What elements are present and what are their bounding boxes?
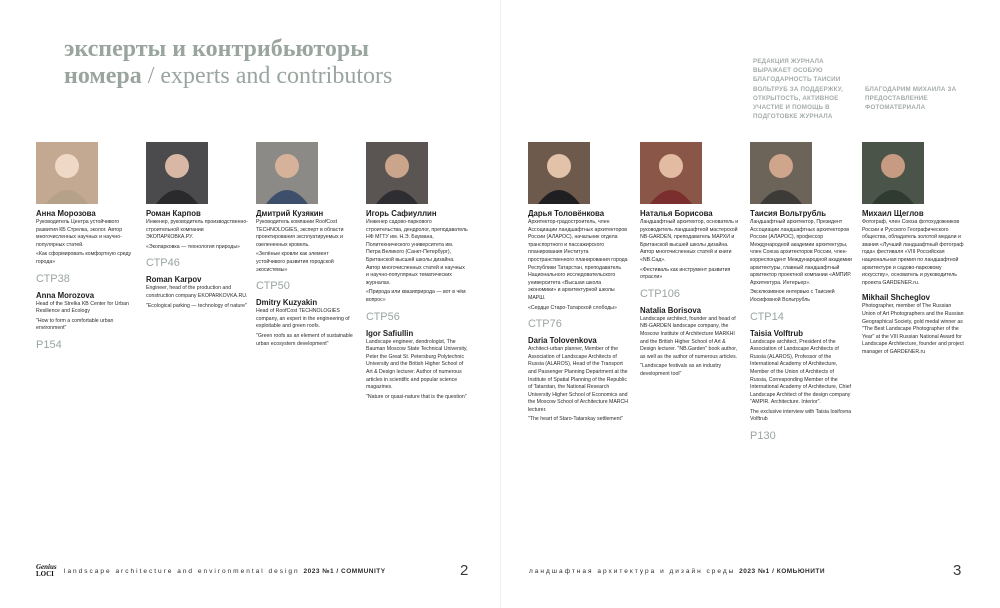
portrait-photo xyxy=(366,142,428,204)
description-en: Landscape architect, founder and head of NB-GARDEN landscape company, the Moscow Institute of Architecture MARKHI and the British Higher School of Art & Design lecturer. "NB.Garden" book author, as well as the author of numerous articles. xyxy=(640,315,738,360)
name-en: Anna Morozova xyxy=(36,290,95,300)
title-ru-line1: эксперты и контрибьюторы xyxy=(64,36,369,62)
contributor-roman-karpov xyxy=(146,142,248,310)
name-en: Daria Tolovenkova xyxy=(528,336,597,346)
contributor-dmitry-kuzyakin xyxy=(256,142,358,348)
article-title-en: "The heart of Staro-Tatarskay settlement" xyxy=(528,416,623,423)
title-separator: / xyxy=(141,63,161,89)
article-title-en: "Green roofs as an element of sustainable urban ecosystem development" xyxy=(256,332,353,347)
description-en: Landscape architect, President of the Association of Landscape Architects of Russia (ALAROS), Professor of the International Academy of Architecture, Member of the Union of Architects of Russia, Corresponding Member of the International Academy of Architecture, Chief Landscape Architect of the design company "AMPIR. Architecture. Interior". xyxy=(750,338,851,406)
footer-right-section: КОМЬЮНИТИ xyxy=(776,568,826,575)
description-en: Head of RoofCost TECHNOLOGIES company, an expert in the engineering of exploitable and green roofs. xyxy=(256,308,350,330)
description-ru: Инженер садово-паркового строительства, дендролог, преподаватель НФ МГТУ им. Н.Э. Баумана, Политехнического университета им. Петра Великого (Санкт-Петербург), Британской высшей школы дизайна. Автор многочисленных статей и научных и научно-популярных тематических журналах. xyxy=(366,219,468,286)
description-en: Head of the Strelka KB Center for Urban Resilience and Ecology xyxy=(36,300,129,315)
page-number-right: 3 xyxy=(953,562,962,579)
name-ru: Таисия Вольтрубль xyxy=(750,209,826,218)
page-ref-ru: СТР76 xyxy=(528,318,562,331)
logo-line-1: Genius xyxy=(36,563,57,571)
description-ru: Руководитель Центра устойчивого развития КБ Стрелка, эколог. Автор многочисленных научных и научно-популярных статей. xyxy=(36,219,123,248)
name-ru: Михаил Щеглов xyxy=(862,209,924,218)
description-en: Engineer, head of the production and construction company EKOPARKOVKA.RU. xyxy=(146,285,248,299)
page-ref-ru: СТР14 xyxy=(750,310,784,323)
name-en: Taisia Volftrub xyxy=(750,328,803,338)
page-ref-en: P130 xyxy=(750,430,776,443)
article-title-en: "How to form a comfortable urban environment" xyxy=(36,317,114,332)
description-ru: Фотограф, член Союза фотохудожников России и Русского Географического общества, обладатель золотой медали и звания «Лучший ландшафтный фотограф года» фестиваля «VIII Российская национальная премия по ландшафтной архитектуре и садово-парковому искусству», основатель и руководитель проекта GARDENER.ru. xyxy=(862,219,964,286)
page-title xyxy=(64,36,484,90)
name-ru: Дарья Толовёнкова xyxy=(528,209,605,218)
article-title-ru: «Зелёные кровли как элемент устойчивого развития городской экосистемы» xyxy=(256,251,334,273)
footer-left-text: landscape architecture and environmental design xyxy=(64,568,300,575)
article-title-en: "Ecological parking — technology of nature" xyxy=(146,302,247,309)
contributor-mikhail-shcheglov xyxy=(862,142,964,357)
description-en: Architect-urban planner, Member of the Association of Landscape Architects of Russia (ALAROS), Head of the Transport and Passenger Planning Department at the Institute of Spatial Planning of the Republic of Tatarstan, the National Research University Higher School of Economics and the Moscow School of Architecture MARCH lecturer. xyxy=(528,346,629,413)
portrait-photo xyxy=(862,142,924,204)
article-title-ru: «Экопарковка — технология природы» xyxy=(146,243,240,250)
page-ref-ru: СТР106 xyxy=(640,287,680,300)
article-title-ru: «Фестиваль как инструмент развития отрасли» xyxy=(640,266,731,281)
name-en: Dmitry Kuzyakin xyxy=(256,298,318,308)
portrait-photo xyxy=(750,142,812,204)
portrait-photo xyxy=(528,142,590,204)
thanks-photo-note: БЛАГОДАРИМ МИХАИЛА ЗА ПРЕДОСТАВЛЕНИЕ ФОТОМАТЕРИАЛА xyxy=(865,86,957,112)
name-ru: Анна Морозова xyxy=(36,209,96,218)
name-en: Igor Safiullin xyxy=(366,328,414,338)
page-ref-ru: СТР38 xyxy=(36,272,70,285)
article-title-ru: «Природа или квазиприрода — вот в чём вопрос» xyxy=(366,289,466,303)
page-ref-en: P154 xyxy=(36,338,62,351)
description-ru: Архитектор-градостроитель, член Ассоциации ландшафтных архитекторов России (АЛАРОС), начальник отдела транспортного и пассажирского планирования Института пространственного планирования города Республики Татарстан, преподаватель Национального исследовательского университета «Высшая школа экономики» и архитектурной школы МАРШ. xyxy=(528,219,628,301)
name-ru: Наталья Борисова xyxy=(640,209,713,218)
name-ru: Дмитрий Кузякин xyxy=(256,209,324,218)
contributor-daria-tolovenkova xyxy=(528,142,630,424)
footer-left-issue: 2023 №1 xyxy=(303,568,335,575)
title-en: experts and contributors xyxy=(160,63,393,89)
description-en: Photographer, member of The Russian Union of Art Photographers and the Russian Geographical Society, gold medal winner as "The Best Landscape Photographer of the Year" at the VIII Russian National Award for Landscape Architecture, founder and project manager of GARDENER.ru xyxy=(862,303,964,355)
title-ru-line2: номера xyxy=(64,63,142,89)
genius-loci-logo xyxy=(36,564,57,578)
article-title-ru: Эксклюзивное интервью с Таисией Иосифовной Вольтрубль xyxy=(750,289,835,303)
contributor-igor-safiullin xyxy=(366,142,468,401)
contributor-anna-morozova xyxy=(36,142,138,351)
article-title-en: "Landscape festivals as an industry development tool" xyxy=(640,363,722,377)
page-ref-ru: СТР56 xyxy=(366,310,400,323)
name-en: Mikhail Shcheglov xyxy=(862,293,931,303)
name-ru: Игорь Сафиуллин xyxy=(366,209,437,218)
page-ref-ru: СТР46 xyxy=(146,257,180,270)
footer-right-issue: 2023 №1 xyxy=(739,568,770,575)
article-title-en: The exclusive interview with Taisia Iosifovna Volftrub xyxy=(750,408,852,423)
article-title-en: "Nature or quasi-nature that is the question" xyxy=(366,393,467,400)
description-ru: Инженер, руководитель производственно-строительной компании ЭКОПАРКОВКА.РУ. xyxy=(146,219,248,241)
article-title-ru: «Как сформировать комфортную среду города» xyxy=(36,251,132,265)
page-number-left: 2 xyxy=(460,562,469,579)
footer-right-separator: / xyxy=(769,568,777,575)
footer-right-text: ландшафтная архитектура и дизайн среды xyxy=(529,568,736,575)
page-ref-ru: СТР50 xyxy=(256,280,290,293)
name-en: Natalia Borisova xyxy=(640,305,702,315)
description-ru: Руководитель компании RoofCost TECHNOLOGIES, эксперт в области проектирования эксплуатируемых и озелененных кровель. xyxy=(256,219,344,248)
portrait-photo xyxy=(256,142,318,204)
description-ru: Ландшафтный архитектор, Президент Ассоциации ландшафтных архитекторов России (АЛАРОС), профессор Международной академии архитектуры, член Союза архитекторов России, член-корреспондент Международной академии архитектуры, главный ландшафтный архитектор проектной компании «АМПИР. Архитектура. Интерьер». xyxy=(750,219,852,286)
contributor-natalia-borisova xyxy=(640,142,742,379)
article-title-ru: «Сердце Старо-Татарской слободы» xyxy=(528,304,617,311)
description-en: Landscape engineer, dendrologist, The Bauman Moscow State Technical University, Peter the Great St. Petersburg Polytechnic University and the British Higher School of Art & Design lecturer. Author of numerous articles in scientific and popular science magazines. xyxy=(366,338,468,391)
contributor-taisia-volftrub xyxy=(750,142,852,442)
portrait-photo xyxy=(36,142,98,204)
footer-left-section: COMMUNITY xyxy=(341,568,386,575)
footer-left xyxy=(64,568,386,575)
footer-right xyxy=(529,568,825,575)
logo-line-2: LOCI xyxy=(36,570,54,578)
name-en: Roman Karpov xyxy=(146,275,202,285)
portrait-photo xyxy=(640,142,702,204)
thanks-editorial-note: РЕДАКЦИЯ ЖУРНАЛА ВЫРАЖАЕТ ОСОБУЮ БЛАГОДАРНОСТЬ ТАИСИИ ВОЛЬТРУБ ЗА ПОДДЕРЖКУ, ОТКРЫТОСТЬ, АКТИВНОЕ УЧАСТИЕ И ПОМОЩЬ В ПОДГОТОВКЕ ЖУРНАЛА xyxy=(753,58,843,121)
footer-left-separator: / xyxy=(334,568,342,575)
description-ru: Ландшафтный архитектор, основатель и руководитель ландшафтной мастерской NB-GARDEN, преподаватель МАРХИ и Британской высшей школы дизайна. Автор многочисленных статей и книги «NB.Сад». xyxy=(640,219,739,263)
portrait-photo xyxy=(146,142,208,204)
name-ru: Роман Карпов xyxy=(146,209,201,218)
